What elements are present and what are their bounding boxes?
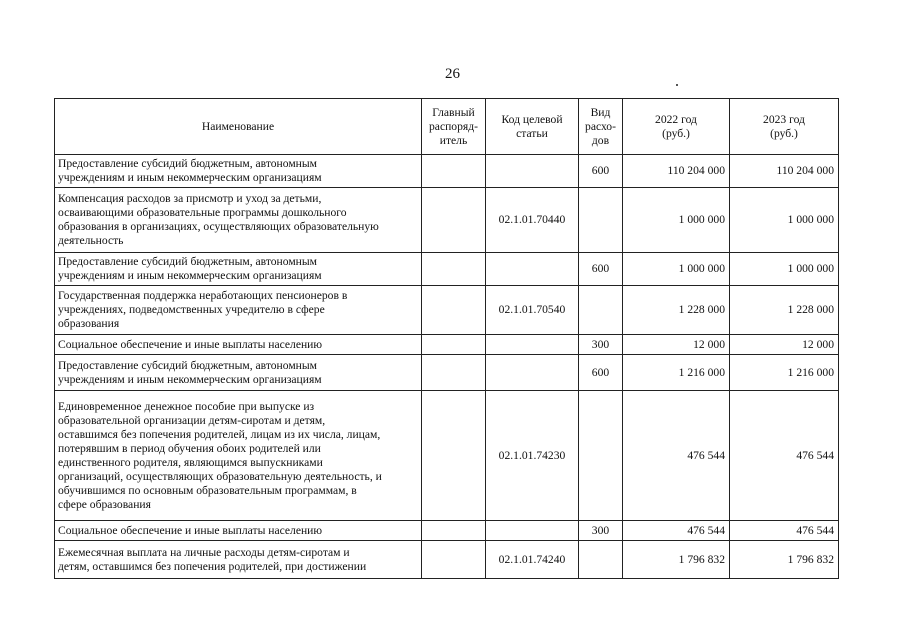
row-2023-cell: 1 216 000: [730, 355, 839, 391]
row-2022-cell: 1 796 832: [623, 541, 730, 579]
row-name-line: Предоставление субсидий бюджетным, автономным: [58, 255, 318, 268]
row-manager-cell: [422, 188, 486, 253]
row-name-line: детям, оставшимся без попечения родителей, при достижении: [58, 559, 367, 573]
row-name-line: единственного родителя, являющимся выпускниками: [58, 455, 323, 469]
row-2023-cell: 12 000: [730, 335, 839, 355]
row-type-cell: [579, 391, 623, 521]
header-year-2023-line: (руб.): [770, 126, 798, 140]
row-manager-cell: [422, 286, 486, 335]
row-type-cell: 600: [579, 253, 623, 286]
row-manager-cell: [422, 335, 486, 355]
row-name-line: учреждениям и иным некоммерческим организациям: [58, 372, 322, 386]
row-name-line: учреждениям и иным некоммерческим организациям: [58, 171, 322, 184]
row-code-cell: 02.1.01.70440: [486, 188, 579, 253]
row-2022-cell: 476 544: [623, 391, 730, 521]
header-name-label: Наименование: [201, 119, 275, 133]
scan-speck: [676, 84, 678, 86]
header-year-2022: [623, 99, 730, 155]
row-name-line: обучившимся по основным образовательным программам, в: [58, 483, 357, 497]
header-main-manager: [422, 99, 486, 155]
row-type-cell: [579, 286, 623, 335]
row-type-cell: 600: [579, 155, 623, 188]
table-row: [55, 391, 839, 521]
table-row: [55, 286, 839, 335]
row-name-cell: [55, 155, 422, 188]
row-name-cell: [55, 521, 422, 541]
table-row: [55, 253, 839, 286]
row-code-cell: 02.1.01.74230: [486, 391, 579, 521]
table-row: [55, 541, 839, 579]
table-body: [55, 155, 839, 579]
table-row: [55, 188, 839, 253]
table-row: [55, 335, 839, 355]
row-name-line: Ежемесячная выплата на личные расходы детям-сиротам и: [58, 545, 350, 559]
row-2022-cell: 12 000: [623, 335, 730, 355]
row-2023-cell: 1 000 000: [730, 253, 839, 286]
table-header-row: [55, 99, 839, 155]
row-2023-cell: 110 204 000: [730, 155, 839, 188]
row-name-cell: [55, 541, 422, 579]
row-type-cell: 300: [579, 521, 623, 541]
row-code-cell: [486, 155, 579, 188]
row-type-cell: [579, 541, 623, 579]
row-name-line: образования: [58, 317, 120, 330]
row-name-line: учреждениям и иным некоммерческим организациям: [58, 269, 322, 282]
row-name-line: образовательной организации детям-сиротам и детям,: [58, 413, 326, 427]
row-name-cell: [55, 391, 422, 521]
row-manager-cell: [422, 391, 486, 521]
row-name-line: Государственная поддержка неработающих пенсионеров в: [58, 289, 348, 302]
row-name-line: осваивающими образовательные программы дошкольного: [58, 206, 347, 219]
header-main-manager-line: итель: [439, 133, 468, 147]
row-manager-cell: [422, 155, 486, 188]
row-name-line: потерявшим в период обучения обоих родителей или: [58, 441, 321, 455]
row-name-line: учреждениях, подведомственных учредителю в сфере: [58, 303, 325, 316]
header-year-2023-line: 2023 год: [763, 112, 805, 126]
row-code-cell: [486, 253, 579, 286]
row-name-line: Предоставление субсидий бюджетным, автономным: [58, 358, 318, 372]
row-2022-cell: 110 204 000: [623, 155, 730, 188]
row-name-line: деятельность: [58, 234, 124, 247]
row-name-line: Единовременное денежное пособие при выпуске из: [58, 399, 315, 413]
table-row: [55, 521, 839, 541]
row-code-cell: [486, 355, 579, 391]
header-main-manager-line: Главный: [432, 105, 475, 119]
row-2023-cell: 476 544: [730, 391, 839, 521]
header-target-code: [486, 99, 579, 155]
table-row: [55, 155, 839, 188]
row-manager-cell: [422, 521, 486, 541]
header-expense-type-line: Вид: [590, 105, 611, 119]
row-type-cell: 600: [579, 355, 623, 391]
row-name-cell: [55, 355, 422, 391]
row-name-line: Социальное обеспечение и иные выплаты населению: [58, 337, 323, 351]
row-name-line: Компенсация расходов за присмотр и уход за детьми,: [58, 192, 322, 205]
header-year-2022-line: (руб.): [662, 126, 690, 140]
row-2023-cell: 1 228 000: [730, 286, 839, 335]
header-year-2022-line: 2022 год: [655, 112, 697, 126]
row-2023-cell: 476 544: [730, 521, 839, 541]
row-2022-cell: 476 544: [623, 521, 730, 541]
row-2022-cell: 1 228 000: [623, 286, 730, 335]
header-expense-type-line: расхо-: [585, 119, 616, 133]
row-2022-cell: 1 000 000: [623, 253, 730, 286]
row-2023-cell: 1 796 832: [730, 541, 839, 579]
row-manager-cell: [422, 541, 486, 579]
page-number: 26: [445, 66, 460, 82]
row-name-line: образования в организациях, осуществляющих образовательную: [58, 220, 379, 233]
row-code-cell: 02.1.01.74240: [486, 541, 579, 579]
row-2023-cell: 1 000 000: [730, 188, 839, 253]
header-expense-type: [579, 99, 623, 155]
row-name-cell: [55, 335, 422, 355]
row-name-line: Социальное обеспечение и иные выплаты населению: [58, 523, 323, 537]
header-year-2023: [730, 99, 839, 155]
row-name-line: сфере образования: [58, 497, 151, 511]
row-name-cell: [55, 253, 422, 286]
header-main-manager-line: распоряд-: [429, 119, 478, 133]
row-2022-cell: 1 000 000: [623, 188, 730, 253]
header-target-code-line: статьи: [516, 126, 548, 140]
header-expense-type-line: дов: [591, 133, 610, 147]
row-manager-cell: [422, 253, 486, 286]
row-type-cell: 300: [579, 335, 623, 355]
row-name-line: организаций, осуществляющих образовательную деятельность, и: [58, 469, 382, 483]
header-target-code-line: Код целевой: [501, 112, 563, 126]
row-2022-cell: 1 216 000: [623, 355, 730, 391]
row-manager-cell: [422, 355, 486, 391]
row-name-cell: [55, 286, 422, 335]
table-row: [55, 355, 839, 391]
header-name: [55, 99, 422, 155]
row-name-cell: [55, 188, 422, 253]
row-code-cell: [486, 335, 579, 355]
row-code-cell: 02.1.01.70540: [486, 286, 579, 335]
row-name-line: Предоставление субсидий бюджетным, автономным: [58, 157, 318, 170]
row-name-line: оставшимся без попечения родителей, лицам из их числа, лицам,: [58, 427, 381, 441]
row-code-cell: [486, 521, 579, 541]
row-type-cell: [579, 188, 623, 253]
budget-table: [54, 98, 839, 579]
